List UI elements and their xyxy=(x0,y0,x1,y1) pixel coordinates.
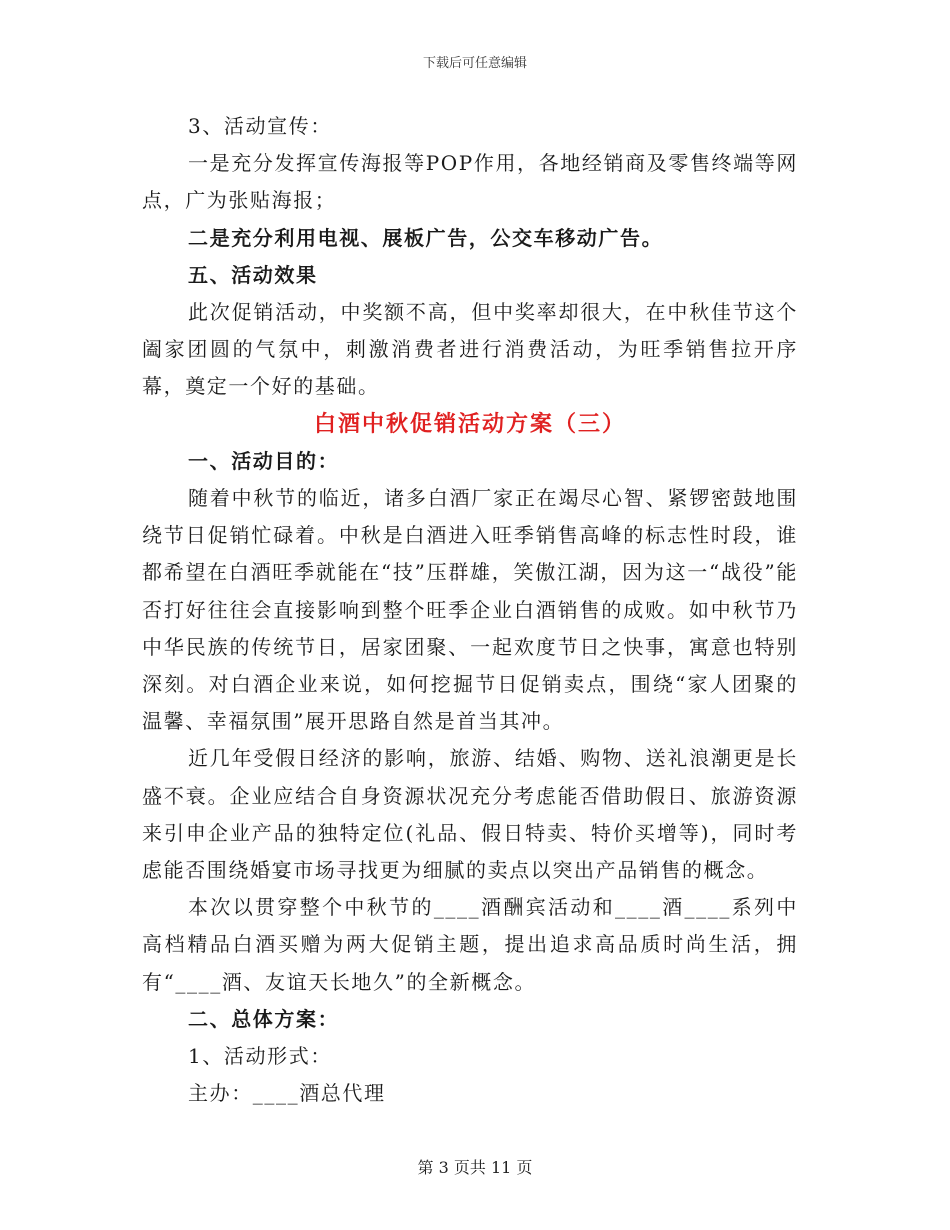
paragraph-poster: 一是充分发挥宣传海报等POP作用，各地经销商及零售终端等网点，广为张贴海报； xyxy=(142,151,798,213)
section-item-promotion: 3、活动宣传： xyxy=(188,114,332,138)
section-heading-plan: 二、总体方案： xyxy=(188,1006,340,1031)
paragraph-purpose-1: 随着中秋节的临近，诸多白酒厂家正在竭尽心智、紧锣密鼓地围绕节日促销忙碌着。中秋是白酒进入旺季销售高峰的标志性时段，谁都希望在白酒旺季就能在“技”压群雄，笑傲江湖，因为这一“战役”能否打好往往会直接影响到整个旺季企业白酒销售的成败。如中秋节乃中华民族的传统节日，居家团聚、一起欢度节日之快事，寓意也特别深刻。对白酒企业来说，如何挖掘节日促销卖点，围绕“家人团聚的温馨、幸福氛围”展开思路自然是首当其冲。 xyxy=(142,486,798,734)
section-heading-effect: 五、活动效果 xyxy=(188,262,318,287)
paragraph-tv-ads: 二是充分利用电视、展板广告，公交车移动广告。 xyxy=(188,225,664,250)
paragraph-purpose-2: 近几年受假日经济的影响，旅游、结婚、购物、送礼浪潮更是长盛不衰。企业应结合自身资源状况充分考虑能否借助假日、旅游资源来引申企业产品的独特定位(礼品、假日特卖、特价买增等)，同时考虑能否围绕婚宴市场寻找更为细腻的卖点以突出产品销售的概念。 xyxy=(142,746,798,883)
document-body xyxy=(142,108,798,1112)
document-title: 白酒中秋促销活动方案（三） xyxy=(313,410,626,437)
paragraph-purpose-3: 本次以贯穿整个中秋节的____酒酬宾活动和____酒____系列中高档精品白酒买赠为两大促销主题，提出追求高品质时尚生活，拥有“____酒、友谊天长地久”的全新概念。 xyxy=(142,895,798,994)
paragraph-effect: 此次促销活动，中奖额不高，但中奖率却很大，在中秋佳节这个阖家团圆的气氛中，刺激消费者进行消费活动，为旺季销售拉开序幕，奠定一个好的基础。 xyxy=(142,300,798,399)
page-header: 下载后可任意编辑 xyxy=(422,56,527,71)
section-item-form: 1、活动形式： xyxy=(188,1044,332,1069)
section-heading-purpose: 一、活动目的： xyxy=(188,448,340,473)
paragraph-organizer: 主办：____酒总代理 xyxy=(188,1081,386,1106)
page-footer: 第 3 页共 11 页 xyxy=(417,1158,533,1177)
